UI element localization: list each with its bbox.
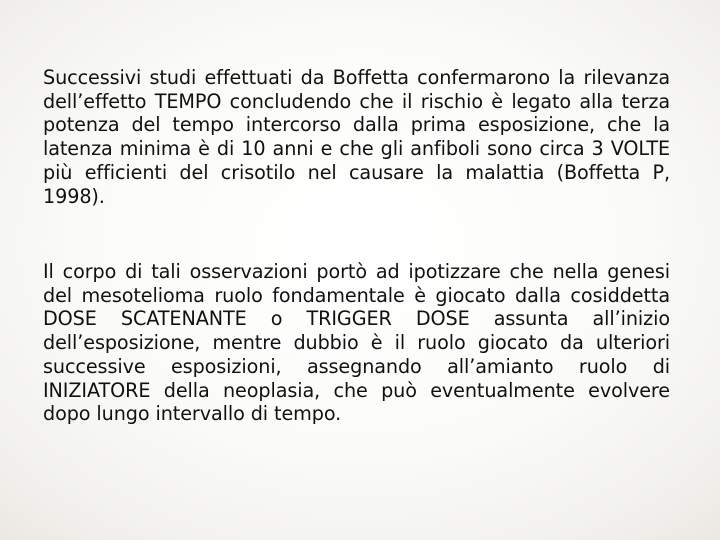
paragraph-boffetta-studies: Successivi studi effettuati da Boffetta confermarono la rilevanza dell’effetto TEMPO concludendo che il rischio è legato alla terza potenza del tempo intercorso dalla prima esposizione, che la latenza minima è di 10 anni e che gli anfiboli sono circa 3 VOLTE più efficienti del crisotilo nel causare la malattia (Boffetta P, 1998). xyxy=(43,66,670,208)
paragraph-trigger-dose: Il corpo di tali osservazioni portò ad ipotizzare che nella genesi del mesotelioma ruolo fondamentale è giocato dalla cosiddetta DOSE SCATENANTE o TRIGGER DOSE assunta all’inizio dell’esposizione, mentre dubbio è il ruolo giocato da ulteriori successive esposizioni, assegnando all’amianto ruolo di INIZIATORE della neoplasia, che può eventualmente evolvere dopo lungo intervallo di tempo. xyxy=(43,260,670,426)
